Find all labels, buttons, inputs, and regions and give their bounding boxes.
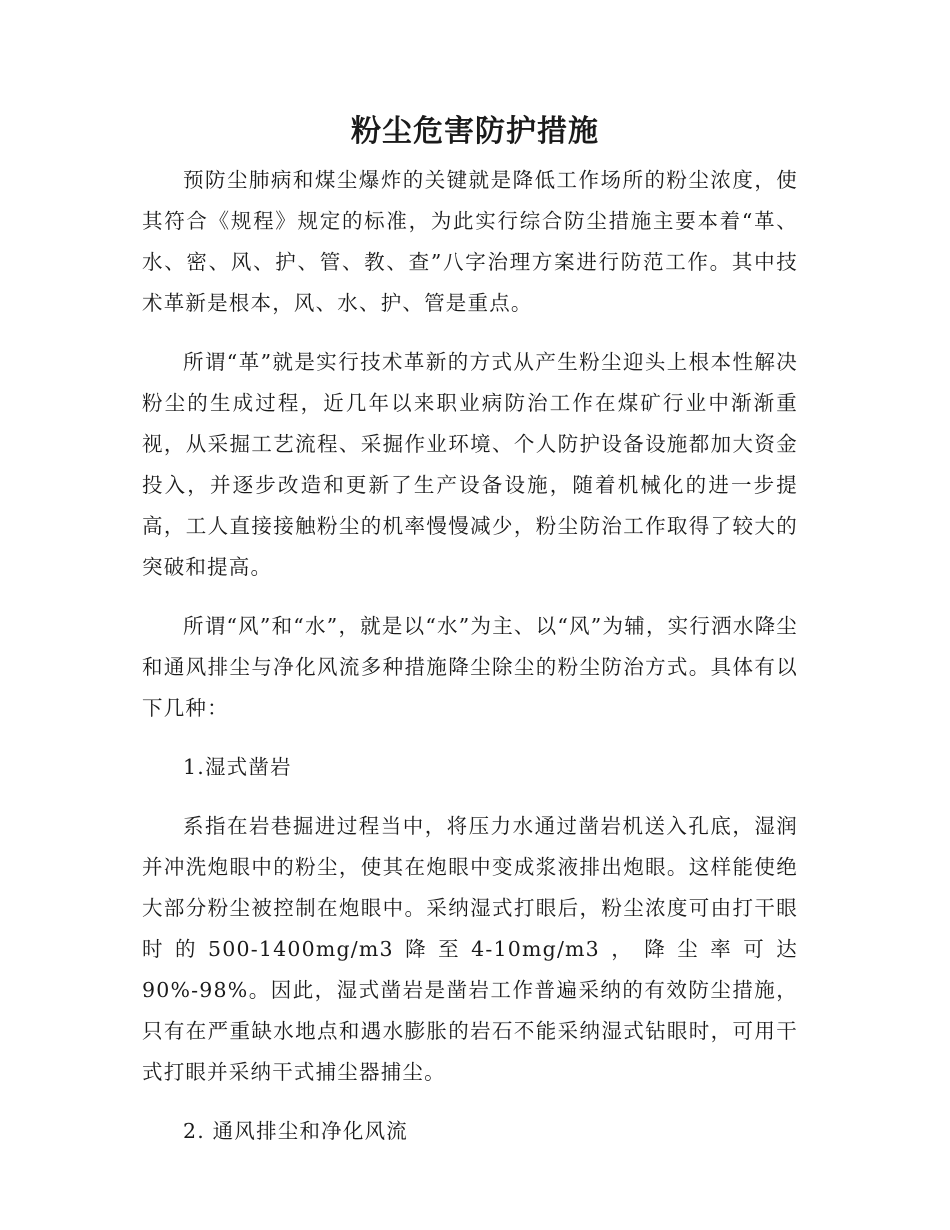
document-title: 粉尘危害防护措施 bbox=[351, 114, 599, 149]
paragraph-ge: 所谓“革”就是实行技术革新的方式从产生粉尘迎头上根本性解决粉尘的生成过程，近几年以来职业病防治工作在煤矿行业中渐渐重视，从采掘工艺流程、采掘作业环境、个人防护设备设施都加大资金投入，并逐步改造和更新了生产设备设施，随着机械化的进一步提高，工人直接接触粉尘的机率慢慢减少，粉尘防治工作取得了较大的突破和提高。 bbox=[142, 350, 798, 579]
document-body bbox=[142, 160, 798, 1170]
paragraph-intro: 预防尘肺病和煤尘爆炸的关键就是降低工作场所的粉尘浓度，使其符合《规程》规定的标准，为此实行综合防尘措施主要本着“革、水、密、风、护、管、教、查”八字治理方案进行防范工作。其中技术革新是根本，风、水、护、管是重点。 bbox=[142, 168, 798, 315]
paragraph-feng-shui: 所谓“风”和“水”，就是以“水”为主、以“风”为辅，实行洒水降尘和通风排尘与净化风流多种措施降尘除尘的粉尘防治方式。具体有以下几种： bbox=[142, 614, 798, 720]
section-heading-ventilation: 2. 通风排尘和净化风流 bbox=[183, 1119, 408, 1143]
paragraph-wet-drilling: 系指在岩巷掘进过程当中，将压力水通过凿岩机送入孔底，湿润并冲洗炮眼中的粉尘，使其在炮眼中变成浆液排出炮眼。这样能使绝大部分粉尘被控制在炮眼中。采纳湿式打眼后，粉尘浓度可由打干眼时的500-1400mg/m3降至4-10mg/m3，降尘率可达90%-98%。因此，湿式凿岩是凿岩工作普遍采纳的有效防尘措施，只有在严重缺水地点和遇水膨胀的岩石不能采纳湿式钻眼时，可用干式打眼并采纳干式捕尘器捕尘。 bbox=[142, 814, 798, 1084]
section-heading-wet-drilling: 1.湿式凿岩 bbox=[183, 755, 292, 779]
